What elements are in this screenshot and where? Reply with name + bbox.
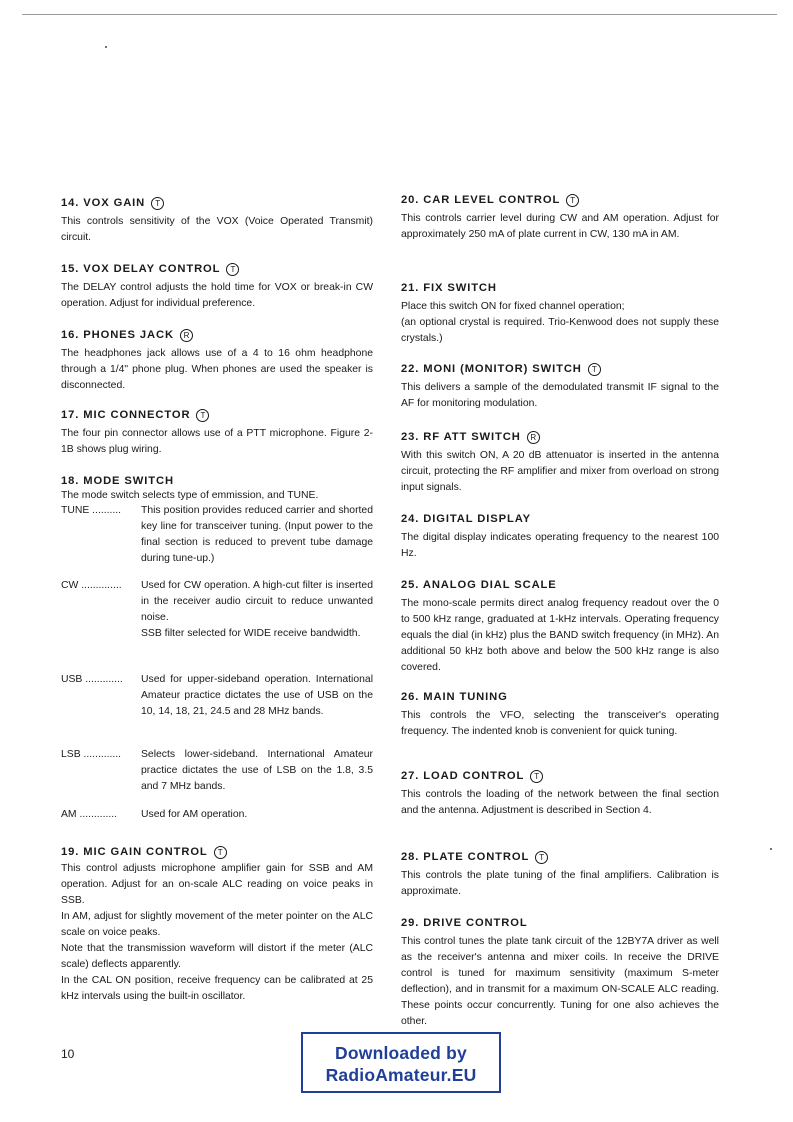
section-title: 25. ANALOG DIAL SCALE (401, 579, 557, 591)
section-heading (61, 474, 373, 488)
section-body: This controls the plate tuning of the final amplifiers. Calibration is approximate. (401, 870, 719, 897)
mode-key: LSB ............. (61, 749, 122, 760)
section-body: This controls carrier level during CW and AM operation. Adjust for approximately 250 mA of plate current in CW, 130 mA in AM. (401, 213, 719, 240)
section-heading (61, 262, 373, 276)
section-heading (401, 916, 719, 930)
transmit-mark-icon: T (196, 409, 209, 422)
mode-line: Used for CW operation. A high-cut filter is inserted in the receiver audio circuit to reduce unwanted noise. (141, 580, 373, 623)
section-body: The digital display indicates operating frequency to the nearest 100 Hz. (401, 532, 719, 559)
section-main-tuning (401, 690, 719, 740)
section-plate-control (401, 850, 719, 900)
section-body: Place this switch ON for fixed channel operation; (401, 301, 625, 312)
section-drive-control (401, 916, 719, 1030)
section-body: This control adjusts microphone amplifier gain for SSB and AM operation. Adjust for an on-scale ALC reading on voice peaks in SSB. (61, 863, 373, 906)
section-body: This control tunes the plate tank circuit of the 12BY7A driver as well as the receiver's antenna and mixer coils. In receive the DRIVE control is tuned for maximum sensitivity (maximum S-meter deflection), and in transmit for a maximum ON-SCALE ALC reading. These points occur concurrently. Tuning for one also achieves the other. (401, 936, 719, 1027)
mode-key: TUNE .......... (61, 505, 122, 516)
section-title: 27. LOAD CONTROL (401, 770, 525, 782)
section-body: This controls the VFO, selecting the transceiver's operating frequency. The indented knob is convenient for quick tuning. (401, 710, 719, 737)
section-digital-display (401, 512, 719, 562)
receive-mark-icon: R (527, 431, 540, 444)
section-title: 17. MIC CONNECTOR (61, 409, 191, 421)
section-car-level-control (401, 193, 719, 243)
section-body: This delivers a sample of the demodulated transmit IF signal to the AF for monitoring modulation. (401, 382, 719, 409)
section-body: The headphones jack allows use of a 4 to 16 ohm headphone through a 1/4" phone plug. When phones are used the speaker is disconnected. (61, 348, 373, 391)
section-title: 18. MODE SWITCH (61, 475, 174, 487)
section-heading (401, 281, 719, 295)
page-number: 10 (61, 1047, 75, 1061)
section-heading (401, 690, 719, 704)
section-body: With this switch ON, A 20 dB attenuator is inserted in the antenna circuit, protecting the RF amplifier and mixer from overload on strong input signals. (401, 450, 719, 493)
section-heading (401, 578, 719, 592)
section-moni-switch (401, 362, 719, 412)
mode-description (141, 672, 373, 720)
mode-description (141, 578, 373, 642)
section-body: The mode switch selects type of emmission, and TUNE. (61, 490, 319, 501)
mode-line: Used for upper-sideband operation. International Amateur practice dictates the use of USB on the 10, 14, 18, 21, 24.5 and 28 MHz bands. (141, 674, 373, 717)
section-vox-delay-control (61, 262, 373, 312)
watermark-line: Downloaded by (335, 1043, 467, 1063)
section-title: 26. MAIN TUNING (401, 691, 508, 703)
section-title: 28. PLATE CONTROL (401, 851, 530, 863)
section-heading (61, 328, 373, 342)
section-rf-att-switch (401, 430, 719, 496)
section-phones-jack (61, 328, 373, 394)
section-body: In the CAL ON position, receive frequency can be calibrated at 25 kHz intervals using the built-in oscillator. (61, 975, 373, 1002)
section-heading (401, 850, 719, 864)
section-title: 22. MONI (MONITOR) SWITCH (401, 363, 582, 375)
section-title: 20. CAR LEVEL CONTROL (401, 194, 561, 206)
section-heading (401, 512, 719, 526)
transmit-mark-icon: T (566, 194, 579, 207)
section-heading (61, 196, 373, 210)
download-watermark (301, 1032, 501, 1093)
section-load-control (401, 769, 719, 819)
transmit-mark-icon: T (226, 263, 239, 276)
section-title: 29. DRIVE CONTROL (401, 917, 528, 929)
section-body: The mono-scale permits direct analog frequency readout over the 0 to 500 kHz range, graduated at 1-kHz intervals. Operating frequency equals the dial (in kHz) plus the BAND switch frequency (in MHz). An additional 50 kHz both above and below the 500 kHz range is also covered. (401, 598, 719, 673)
section-heading (61, 408, 373, 422)
mode-key: CW .............. (61, 580, 122, 591)
section-heading (61, 845, 373, 859)
mode-description (141, 747, 373, 795)
watermark-line: RadioAmateur.EU (325, 1065, 477, 1085)
section-body: The DELAY control adjusts the hold time for VOX or break-in CW operation. Adjust for individual preference. (61, 282, 373, 309)
transmit-mark-icon: T (530, 770, 543, 783)
top-rule (22, 14, 777, 15)
mode-line: This position provides reduced carrier and shorted key line for transceiver tuning. (Input power to the final section is reduced to prevent tube damage during tune-up.) (141, 505, 373, 564)
section-body: This controls the loading of the network between the final section and the antenna. Adjustment is described in Section 4. (401, 789, 719, 816)
section-title: 19. MIC GAIN CONTROL (61, 846, 208, 858)
section-heading (401, 430, 719, 444)
transmit-mark-icon: T (535, 851, 548, 864)
transmit-mark-icon: T (214, 846, 227, 859)
section-fix-switch (401, 281, 719, 347)
section-title: 24. DIGITAL DISPLAY (401, 513, 532, 525)
section-body: In AM, adjust for slightly movement of the meter pointer on the ALC scale on voice peaks. (61, 911, 373, 938)
mode-line: SSB filter selected for WIDE receive bandwidth. (141, 628, 361, 639)
scan-speck (105, 46, 107, 48)
section-title: 14. VOX GAIN (61, 197, 146, 209)
section-heading (401, 362, 719, 376)
section-body: Note that the transmission waveform will distort if the meter (ALC scale) deflects apparently. (61, 943, 373, 970)
section-mic-gain-control (61, 845, 373, 1005)
section-body: The four pin connector allows use of a PTT microphone. Figure 2-1B shows plug wiring. (61, 428, 373, 455)
section-heading (401, 769, 719, 783)
receive-mark-icon: R (180, 329, 193, 342)
scan-speck (770, 848, 772, 850)
transmit-mark-icon: T (151, 197, 164, 210)
mode-line: Used for AM operation. (141, 809, 248, 820)
section-heading (401, 193, 719, 207)
section-analog-dial-scale (401, 578, 719, 676)
section-mic-connector (61, 408, 373, 458)
section-title: 21. FIX SWITCH (401, 282, 497, 294)
transmit-mark-icon: T (588, 363, 601, 376)
section-vox-gain (61, 196, 373, 246)
section-body: (an optional crystal is required. Trio-Kenwood does not supply these crystals.) (401, 317, 719, 344)
section-title: 16. PHONES JACK (61, 329, 174, 341)
mode-line: Selects lower-sideband. International Amateur practice dictates the use of LSB on the 1.8, 3.5 and 7 MHz bands. (141, 749, 373, 792)
section-title: 23. RF ATT SWITCH (401, 431, 521, 443)
section-mode-switch (61, 474, 373, 504)
mode-key: USB ............. (61, 674, 123, 685)
section-body: This controls sensitivity of the VOX (Voice Operated Transmit) circuit. (61, 216, 373, 243)
section-title: 15. VOX DELAY CONTROL (61, 263, 221, 275)
mode-description (141, 807, 373, 823)
mode-key: AM ............. (61, 809, 118, 820)
mode-description (141, 503, 373, 567)
